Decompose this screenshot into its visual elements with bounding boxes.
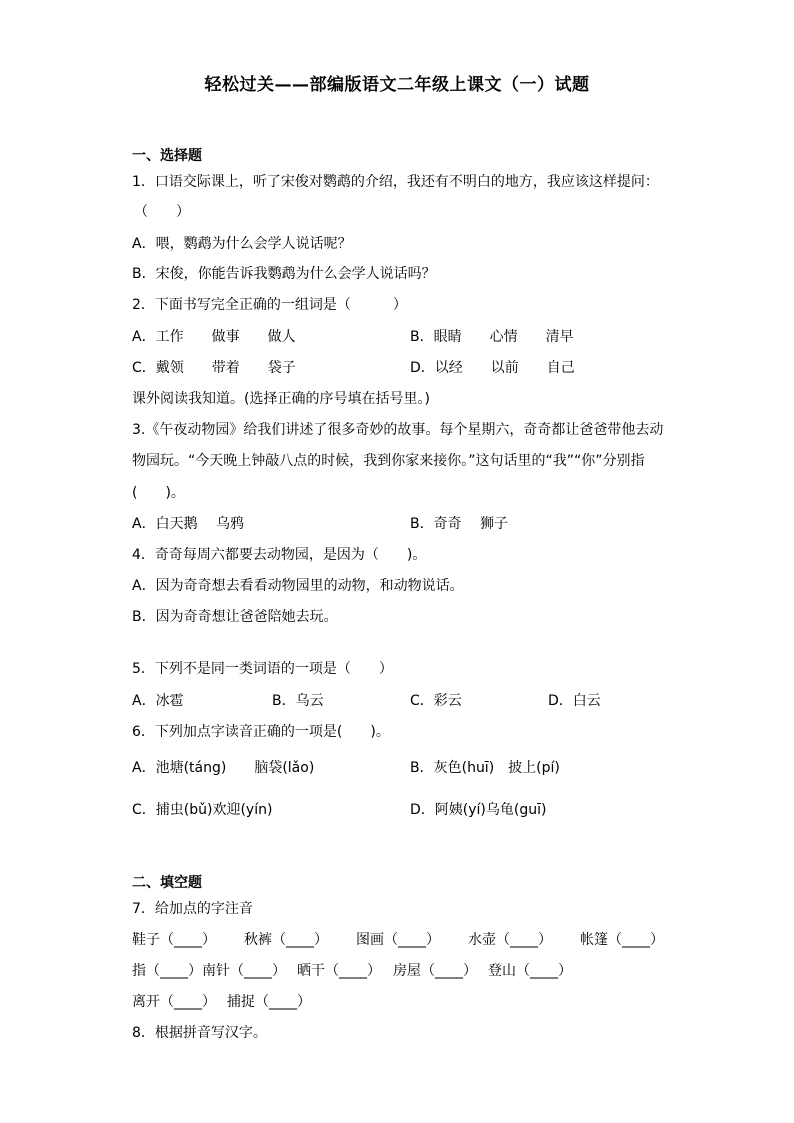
q8-stem: 8．根据拼音写汉字。 [132,1025,267,1041]
q6-option-c: C．捕虫(bǔ)欢迎(yín) [132,802,273,818]
reading-intro: 课外阅读我知道。(选择正确的序号填在括号里。) [132,391,430,407]
q6-option-d: D．阿姨(yí)乌龟(guī) [410,802,547,818]
q4-option-a: A．因为奇奇想去看看动物园里的动物，和动物说话。 [132,578,464,594]
q6-option-a: A．池塘(táng) 脑袋(lǎo) [132,760,315,776]
q2-option-c: C．戴领 带着 袋子 [132,360,296,376]
q7-item: 鞋子（____） [132,932,216,948]
q7-item: 图画（____） [356,932,440,948]
q1-option-b: B．宋俊，你能告诉我鹦鹉为什么会学人说话吗？ [132,266,436,282]
q3-line-2: 物园玩。“今天晚上钟敲八点的时候，我到你家来接你。”这句话里的“我”“你”分别指 [132,453,645,469]
q7-item: 捕捉（____） [227,994,311,1010]
q7-item: 水壶（____） [468,932,552,948]
q3-option-a: A．白天鹅 乌鸦 [132,516,245,532]
q7-item: 指（____）南针（____） [132,963,286,979]
q5-stem: 5．下列不是同一类词语的一项是（ ） [132,661,393,677]
q7-stem: 7．给加点的字注音 [132,901,253,917]
q2-option-b: B．眼睛 心情 清早 [410,329,574,345]
q2-stem: 2．下面书写完全正确的一组词是（ ） [132,297,407,313]
q3-line-1: 3.《午夜动物园》给我们讲述了很多奇妙的故事。每个星期六，奇奇都让爸爸带他去动 [132,422,664,438]
q1-option-a: A．喂，鹦鹉为什么会学人说话呢？ [132,236,352,252]
q7-item: 晒干（____） [297,963,381,979]
q1-answer-paren: （ ） [134,204,190,220]
q6-stem: 6．下列加点字读音正确的一项是( )。 [132,724,390,740]
page-title: 轻松过关——部编版语文二年级上课文（一）试题 [204,75,590,95]
section-heading-choice: 一、选择题 [132,148,202,164]
q3-line-3: ( )。 [132,485,185,501]
q7-item: 秋裤（____） [244,932,328,948]
q3-option-b: B．奇奇 狮子 [410,516,509,532]
q5-option-d: D．白云 [548,693,601,709]
q1-stem: 1．口语交际课上，听了宋俊对鹦鹉的介绍，我还有不明白的地方，我应该这样提问： [132,174,659,190]
q4-stem: 4．奇奇每周六都要去动物园，是因为（ )。 [132,547,427,563]
q5-option-a: A．冰雹 [132,693,184,709]
section-heading-fill: 二、填空题 [132,875,202,891]
q2-option-d: D．以经 以前 自己 [410,360,575,376]
q5-option-c: C．彩云 [410,693,462,709]
q6-option-b: B．灰色(huī) 披上(pí) [410,760,560,776]
q4-option-b: B．因为奇奇想让爸爸陪她去玩。 [132,609,338,625]
q5-option-b: B．乌云 [272,693,324,709]
q7-item: 离开（____） [132,994,216,1010]
q7-item: 登山（____） [488,963,572,979]
q2-option-a: A．工作 做事 做人 [132,329,296,345]
q7-item: 房屋（____） [393,963,477,979]
q7-item: 帐篷（____） [580,932,664,948]
